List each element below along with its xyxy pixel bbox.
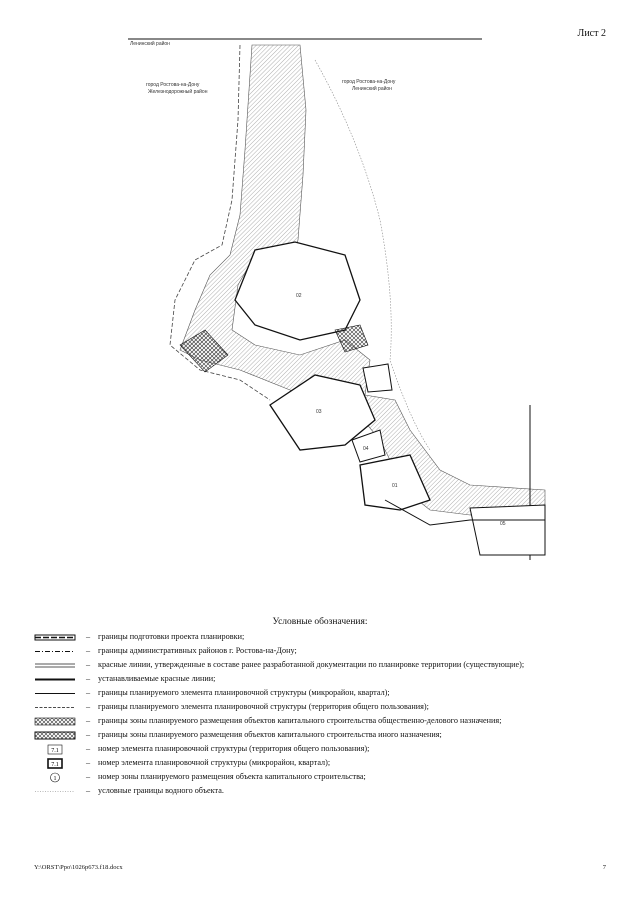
lot-label: 03 [316,409,322,415]
city-label-left: город Ростова-на-Дону [146,82,200,88]
legend-item: 7.1 – номер элемента планировочной структуры (микрорайон, квартал); [34,758,614,769]
microdistrict-boundary-icon [34,688,76,699]
district-label-left: Железнодорожный район [148,89,208,95]
lot-label: 04 [363,446,369,452]
svg-text:7.1: 7.1 [51,762,59,768]
public-territory-boundary-icon [34,702,76,713]
legend-item: – границы административных районов г. Ростова-на-Дону; [34,646,614,657]
block-05 [470,505,545,555]
legend-item: – границы зоны планируемого размещения объектов капитального строительства общественно-делового назначения; [34,716,614,727]
legend-item: – условные границы водного объекта. [34,786,614,797]
city-label-right: город Ростова-на-Дону [342,79,396,85]
legend-item: 1 – номер зоны планируемого размещения объекта капитального строительства; [34,772,614,783]
district-label-right: Ленинский район [352,86,392,92]
microdistrict-number-icon [34,758,76,769]
block-02 [235,242,360,340]
svg-text:1: 1 [53,775,57,782]
legend-item: – границы планируемого элемента планировочной структуры (микрорайон, квартал); [34,688,614,699]
legend-item: – красные линии, утвержденные в составе ранее разработанной документации по планировке территории (существующие); [34,660,614,671]
planning-boundary-icon [34,632,76,643]
block-small [363,364,392,392]
lot-label: 01 [392,483,398,489]
top-annotation: Ленинский район [130,41,170,47]
page-number: 7 [602,864,606,871]
public-territory-number-icon [34,744,76,755]
other-purpose-zone-icon [34,730,76,741]
legend-item: 7.1 – номер элемента планировочной структуры (территория общего пользования); [34,744,614,755]
legend [34,632,614,800]
sheet-label: Лист 2 [577,28,606,39]
svg-text:7.1: 7.1 [51,748,59,754]
legend-title: Условные обозначения: [272,617,368,627]
lot-label: 02 [296,293,302,299]
public-business-zone-icon [34,716,76,727]
approved-red-lines-icon [34,660,76,671]
legend-item: – устанавливаемые красные линии; [34,674,614,685]
legend-item: – границы подготовки проекта планировки; [34,632,614,643]
file-path: Y:\ORST\Ppo\1026p673.f18.docx [34,864,123,871]
legend-item: – границы зоны планируемого размещения объектов капитального строительства иного назначения; [34,730,614,741]
legend-item: – границы планируемого элемента планировочной структуры (территория общего пользования); [34,702,614,713]
water-boundary-icon [34,786,76,797]
zone-number-icon [34,772,76,783]
admin-district-boundary-icon [34,646,76,657]
established-red-lines-icon [34,674,76,685]
lot-label: 05 [500,521,506,527]
